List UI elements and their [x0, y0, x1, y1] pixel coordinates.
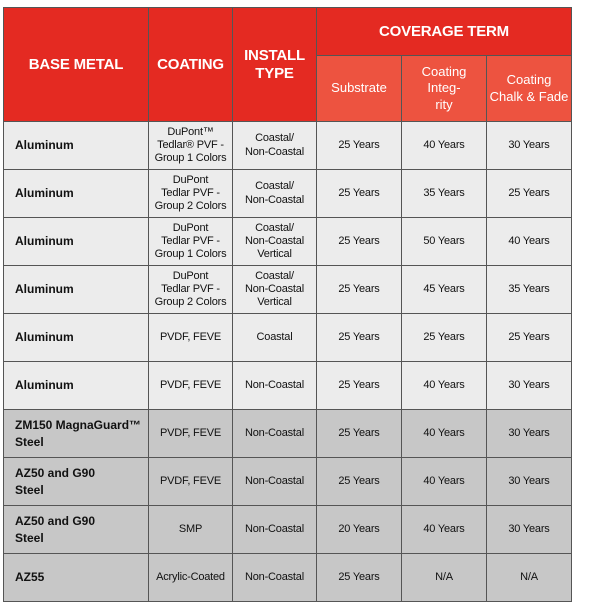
cell-base-metal: Aluminum — [4, 266, 149, 314]
cell-chalk-fade: 25 Years — [487, 314, 572, 362]
cell-install-type: Non-Coastal — [233, 506, 317, 554]
header-install-type: INSTALL TYPE — [233, 8, 317, 122]
header-coating-integrity: Coating Integ- rity — [402, 56, 487, 122]
cell-install-type: Coastal — [233, 314, 317, 362]
header-substrate: Substrate — [317, 56, 402, 122]
cell-chalk-fade: 25 Years — [487, 170, 572, 218]
cell-substrate: 25 Years — [317, 266, 402, 314]
cell-chalk-fade: 30 Years — [487, 410, 572, 458]
header-base-metal: BASE METAL — [4, 8, 149, 122]
cell-substrate: 25 Years — [317, 362, 402, 410]
cell-base-metal: Aluminum — [4, 362, 149, 410]
cell-coating: PVDF, FEVE — [149, 314, 233, 362]
table-row — [4, 458, 572, 506]
cell-install-type: Coastal/ Non-Coastal — [233, 122, 317, 170]
cell-coating: DuPont™ Tedlar® PVF - Group 1 Colors — [149, 122, 233, 170]
cell-chalk-fade: 30 Years — [487, 506, 572, 554]
cell-coating-integrity: 40 Years — [402, 410, 487, 458]
cell-base-metal: Aluminum — [4, 314, 149, 362]
cell-chalk-fade: N/A — [487, 554, 572, 602]
cell-substrate: 25 Years — [317, 410, 402, 458]
cell-base-metal: AZ50 and G90 Steel — [4, 506, 149, 554]
cell-coating: PVDF, FEVE — [149, 458, 233, 506]
table-row — [4, 314, 572, 362]
cell-base-metal: AZ55 — [4, 554, 149, 602]
cell-install-type: Non-Coastal — [233, 458, 317, 506]
table-row — [4, 170, 572, 218]
cell-coating: DuPont Tedlar PVF - Group 2 Colors — [149, 266, 233, 314]
cell-install-type: Coastal/ Non-Coastal Vertical — [233, 266, 317, 314]
cell-base-metal: AZ50 and G90 Steel — [4, 458, 149, 506]
cell-install-type: Non-Coastal — [233, 410, 317, 458]
cell-coating: DuPont Tedlar PVF - Group 1 Colors — [149, 218, 233, 266]
header-coverage-term: COVERAGE TERM — [317, 8, 572, 56]
cell-substrate: 25 Years — [317, 122, 402, 170]
cell-base-metal: ZM150 MagnaGuard™ Steel — [4, 410, 149, 458]
cell-chalk-fade: 30 Years — [487, 122, 572, 170]
cell-substrate: 25 Years — [317, 218, 402, 266]
cell-install-type: Non-Coastal — [233, 554, 317, 602]
cell-coating-integrity: 35 Years — [402, 170, 487, 218]
cell-coating-integrity: 50 Years — [402, 218, 487, 266]
cell-base-metal: Aluminum — [4, 122, 149, 170]
table-row — [4, 218, 572, 266]
cell-coating: PVDF, FEVE — [149, 410, 233, 458]
cell-coating-integrity: 40 Years — [402, 506, 487, 554]
cell-coating-integrity: N/A — [402, 554, 487, 602]
warranty-coverage-table — [3, 7, 572, 602]
cell-coating-integrity: 25 Years — [402, 314, 487, 362]
cell-chalk-fade: 30 Years — [487, 458, 572, 506]
cell-substrate: 25 Years — [317, 170, 402, 218]
cell-coating: PVDF, FEVE — [149, 362, 233, 410]
cell-chalk-fade: 35 Years — [487, 266, 572, 314]
cell-coating: SMP — [149, 506, 233, 554]
header-coating: COATING — [149, 8, 233, 122]
cell-install-type: Coastal/ Non-Coastal — [233, 170, 317, 218]
cell-substrate: 25 Years — [317, 314, 402, 362]
cell-coating-integrity: 40 Years — [402, 458, 487, 506]
cell-install-type: Non-Coastal — [233, 362, 317, 410]
cell-coating-integrity: 40 Years — [402, 362, 487, 410]
cell-coating-integrity: 45 Years — [402, 266, 487, 314]
cell-coating: DuPont Tedlar PVF - Group 2 Colors — [149, 170, 233, 218]
cell-substrate: 25 Years — [317, 554, 402, 602]
table-row — [4, 362, 572, 410]
table-row — [4, 506, 572, 554]
table-row — [4, 266, 572, 314]
cell-chalk-fade: 30 Years — [487, 362, 572, 410]
header-coating-chalk-fade: Coating Chalk & Fade — [487, 56, 572, 122]
cell-base-metal: Aluminum — [4, 218, 149, 266]
cell-base-metal: Aluminum — [4, 170, 149, 218]
cell-chalk-fade: 40 Years — [487, 218, 572, 266]
table-row — [4, 410, 572, 458]
cell-substrate: 25 Years — [317, 458, 402, 506]
cell-coating: Acrylic-Coated — [149, 554, 233, 602]
table-row — [4, 554, 572, 602]
table-row — [4, 122, 572, 170]
cell-substrate: 20 Years — [317, 506, 402, 554]
cell-install-type: Coastal/ Non-Coastal Vertical — [233, 218, 317, 266]
cell-coating-integrity: 40 Years — [402, 122, 487, 170]
